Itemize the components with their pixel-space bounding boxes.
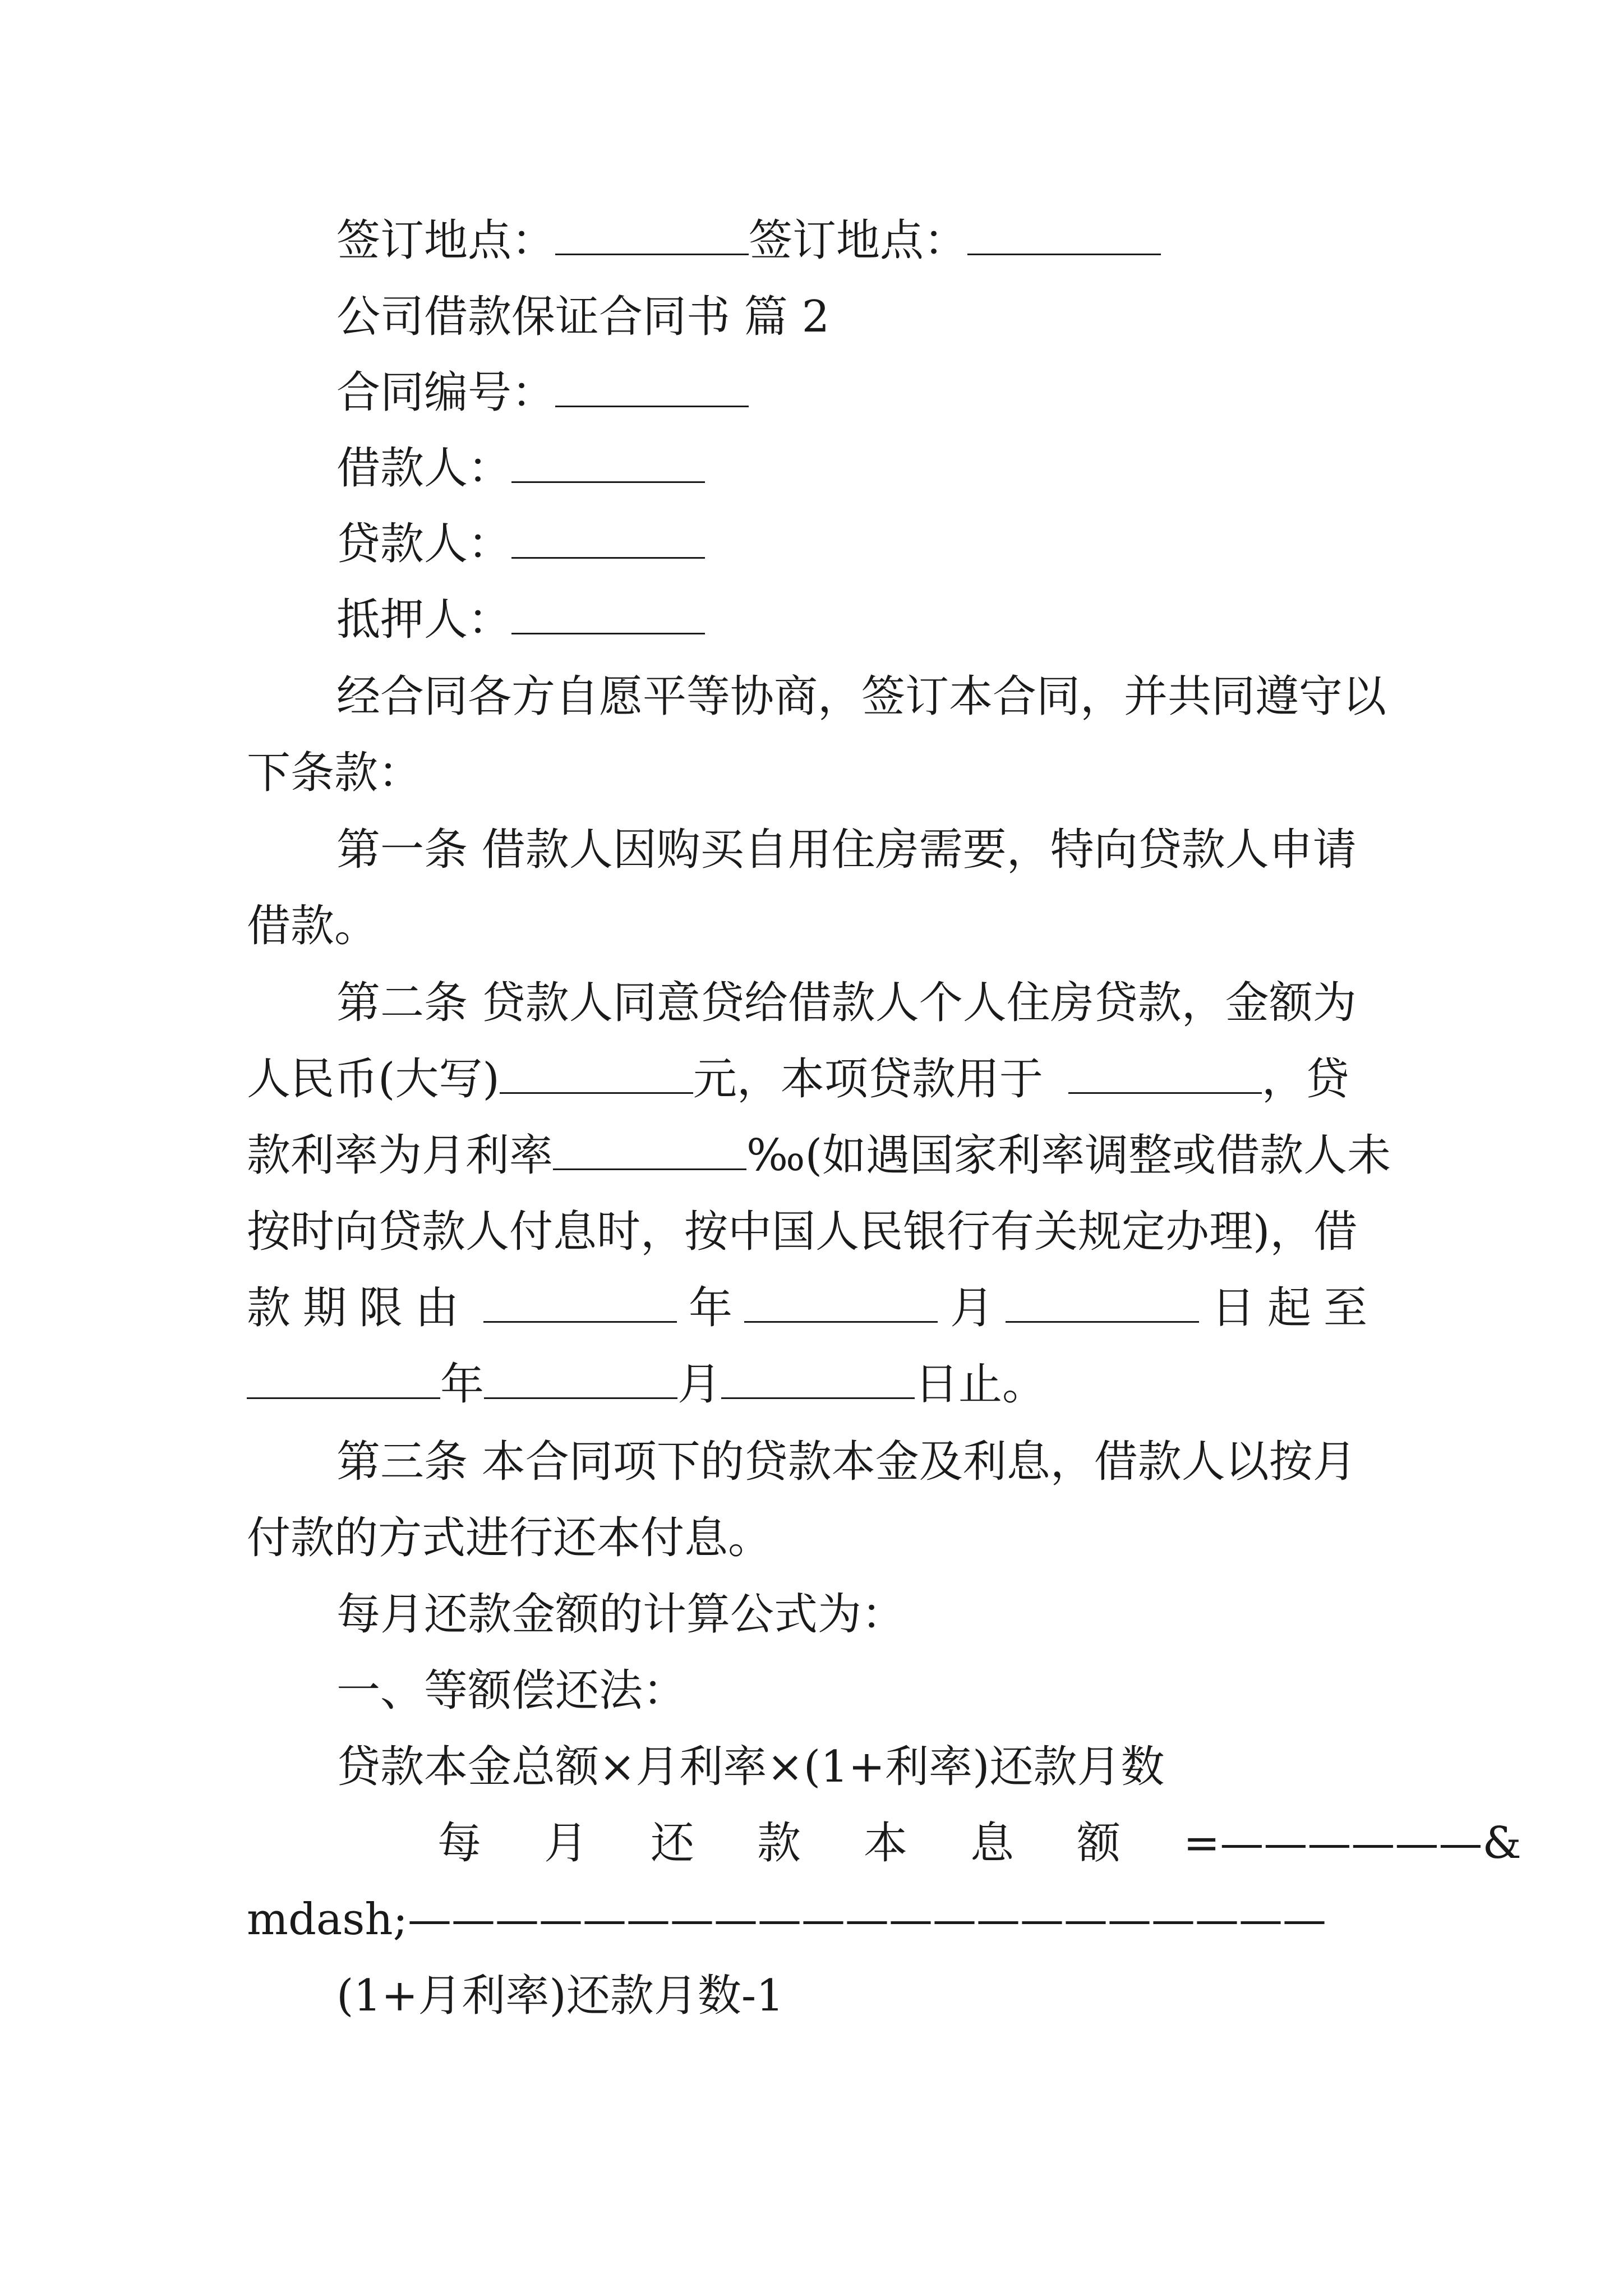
article-1-line-1: 第一条 借款人因购买自用住房需要，特向贷款人申请 — [336, 825, 1357, 875]
contract-number-label: 合同编号： — [336, 367, 556, 418]
lender-label: 贷款人： — [336, 519, 512, 569]
rmb-label: 人民币(大写) — [247, 1054, 500, 1105]
formula-continuation: mdash;————————————————————— — [247, 1894, 1326, 1945]
interest-rate-label: 款利率为月利率 — [247, 1130, 554, 1181]
article-2-line-1: 第二条 贷款人同意贷给借款人个人住房贷款，金额为 — [336, 978, 1357, 1028]
article-1-line-2: 借款。 — [247, 901, 379, 951]
borrower-label: 借款人： — [336, 443, 512, 494]
start-month-blank[interactable] — [744, 1278, 938, 1323]
loan-term-label: 款期限由 — [247, 1283, 472, 1333]
article-2-line-6 — [247, 1354, 1380, 1415]
formula-equals: =——————& — [1183, 1818, 1521, 1869]
year-label: 年 — [688, 1283, 732, 1333]
article-2-line-3 — [247, 1125, 1391, 1186]
end-date-suffix: 日止。 — [915, 1359, 1046, 1410]
end-month-blank[interactable] — [484, 1355, 677, 1399]
loan-amount-blank[interactable] — [500, 1050, 693, 1094]
signing-place-blank[interactable] — [555, 211, 749, 255]
start-year-blank[interactable] — [483, 1278, 677, 1323]
article-3-line-2: 付款的方式进行还本付息。 — [247, 1513, 772, 1563]
article-3-line-1: 第三条 本合同项下的贷款本金及利息，借款人以按月 — [336, 1437, 1357, 1487]
loan-purpose-label: 元，本项贷款用于 — [693, 1054, 1043, 1105]
lender-blank[interactable] — [511, 514, 705, 559]
formula-denominator: (1+月利率)还款月数-1 — [336, 1971, 784, 2021]
end-year-blank[interactable] — [247, 1355, 440, 1399]
loan-purpose-suffix: ，贷 — [1261, 1054, 1349, 1105]
method-1-heading: 一、等额偿还法： — [336, 1665, 687, 1716]
mortgagor-line — [336, 589, 1469, 651]
lender-line — [336, 513, 1469, 575]
end-year-label: 年 — [440, 1359, 485, 1410]
article-2-line-2 — [247, 1048, 1380, 1110]
formula-label: 每月还款本息额 — [437, 1818, 1184, 1869]
signing-place-line — [336, 210, 1469, 272]
article-2-line-5 — [247, 1277, 1380, 1339]
interest-rate-blank[interactable] — [553, 1126, 746, 1170]
start-day-blank[interactable] — [1006, 1278, 1199, 1323]
intro-paragraph-line-1: 经合同各方自愿平等协商，签订本合同，并共同遵守以 — [336, 671, 1387, 722]
borrower-blank[interactable] — [511, 439, 705, 483]
mortgagor-blank[interactable] — [511, 590, 705, 634]
signing-place-label-2: 签订地点： — [749, 215, 968, 266]
signing-place-blank-2[interactable] — [967, 211, 1161, 255]
section-title: 公司借款保证合同书 篇 2 — [336, 292, 830, 342]
borrower-line — [336, 438, 1469, 499]
formula-line — [437, 1812, 1521, 1874]
interest-rate-note: ‰(如遇国家利率调整或借款人未 — [746, 1130, 1391, 1181]
contract-number-line — [336, 362, 1469, 424]
contract-number-blank[interactable] — [555, 363, 749, 407]
loan-purpose-blank[interactable] — [1068, 1050, 1262, 1094]
end-day-blank[interactable] — [721, 1355, 915, 1399]
mortgagor-label: 抵押人： — [336, 595, 512, 645]
end-month-label: 月 — [677, 1359, 722, 1410]
article-2-line-4: 按时向贷款人付息时，按中国人民银行有关规定办理)，借 — [247, 1207, 1358, 1257]
formula-intro: 每月还款金额的计算公式为： — [336, 1589, 906, 1640]
start-date-suffix: 日起至 — [1211, 1283, 1380, 1333]
signing-place-label: 签订地点： — [336, 215, 556, 266]
intro-paragraph-line-2: 下条款： — [247, 748, 422, 798]
month-label: 月 — [949, 1283, 994, 1333]
formula-numerator: 贷款本金总额×月利率×(1+利率)还款月数 — [336, 1742, 1165, 1792]
